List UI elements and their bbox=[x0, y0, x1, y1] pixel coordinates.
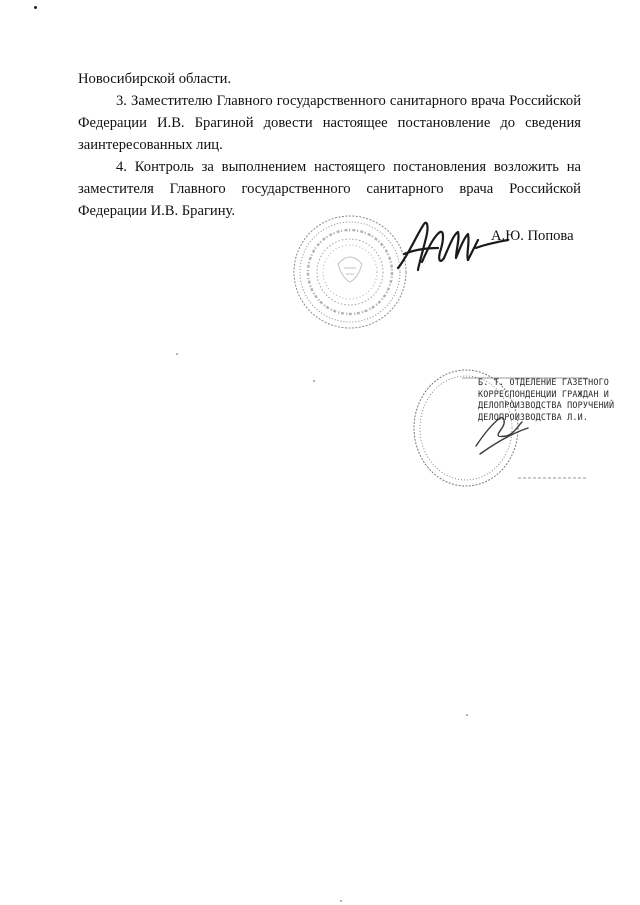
scan-dot bbox=[340, 900, 342, 902]
paragraph-continuation: Новосибирской области. bbox=[78, 71, 232, 87]
paragraph-item-3: 3. Заместителю Главного государственного санитарного врача Российской Федерации И.В. Брагиной довести настоящее постановление до сведения заинтересованных лиц. bbox=[78, 93, 581, 153]
signer-name: А.Ю. Попова bbox=[491, 228, 574, 244]
certification-text bbox=[478, 377, 614, 423]
document-body bbox=[78, 68, 581, 222]
scan-dot bbox=[313, 380, 315, 382]
certification-line: ДЕЛОПРОИЗВОДСТВА ПОРУЧЕНИЙ bbox=[478, 400, 615, 410]
paragraph-item-4: 4. Контроль за выполнением настоящего постановления возложить на заместителя Главного государственного санитарного врача Российской Федерации И.В. Брагину. bbox=[78, 159, 581, 219]
scan-dot bbox=[466, 714, 468, 716]
certification-line: ДЕЛОПРОИЗВОДСТВА Л.И. bbox=[478, 411, 589, 422]
official-seal bbox=[288, 206, 410, 336]
scan-speck bbox=[34, 6, 37, 9]
certification-line: КОРРЕСПОНДЕНЦИИ ГРАЖДАН И bbox=[478, 388, 610, 399]
certification-line: Б. Т. ОТДЕЛЕНИЕ ГАЗЕТНОГО bbox=[478, 377, 610, 387]
scan-dot bbox=[176, 353, 178, 355]
